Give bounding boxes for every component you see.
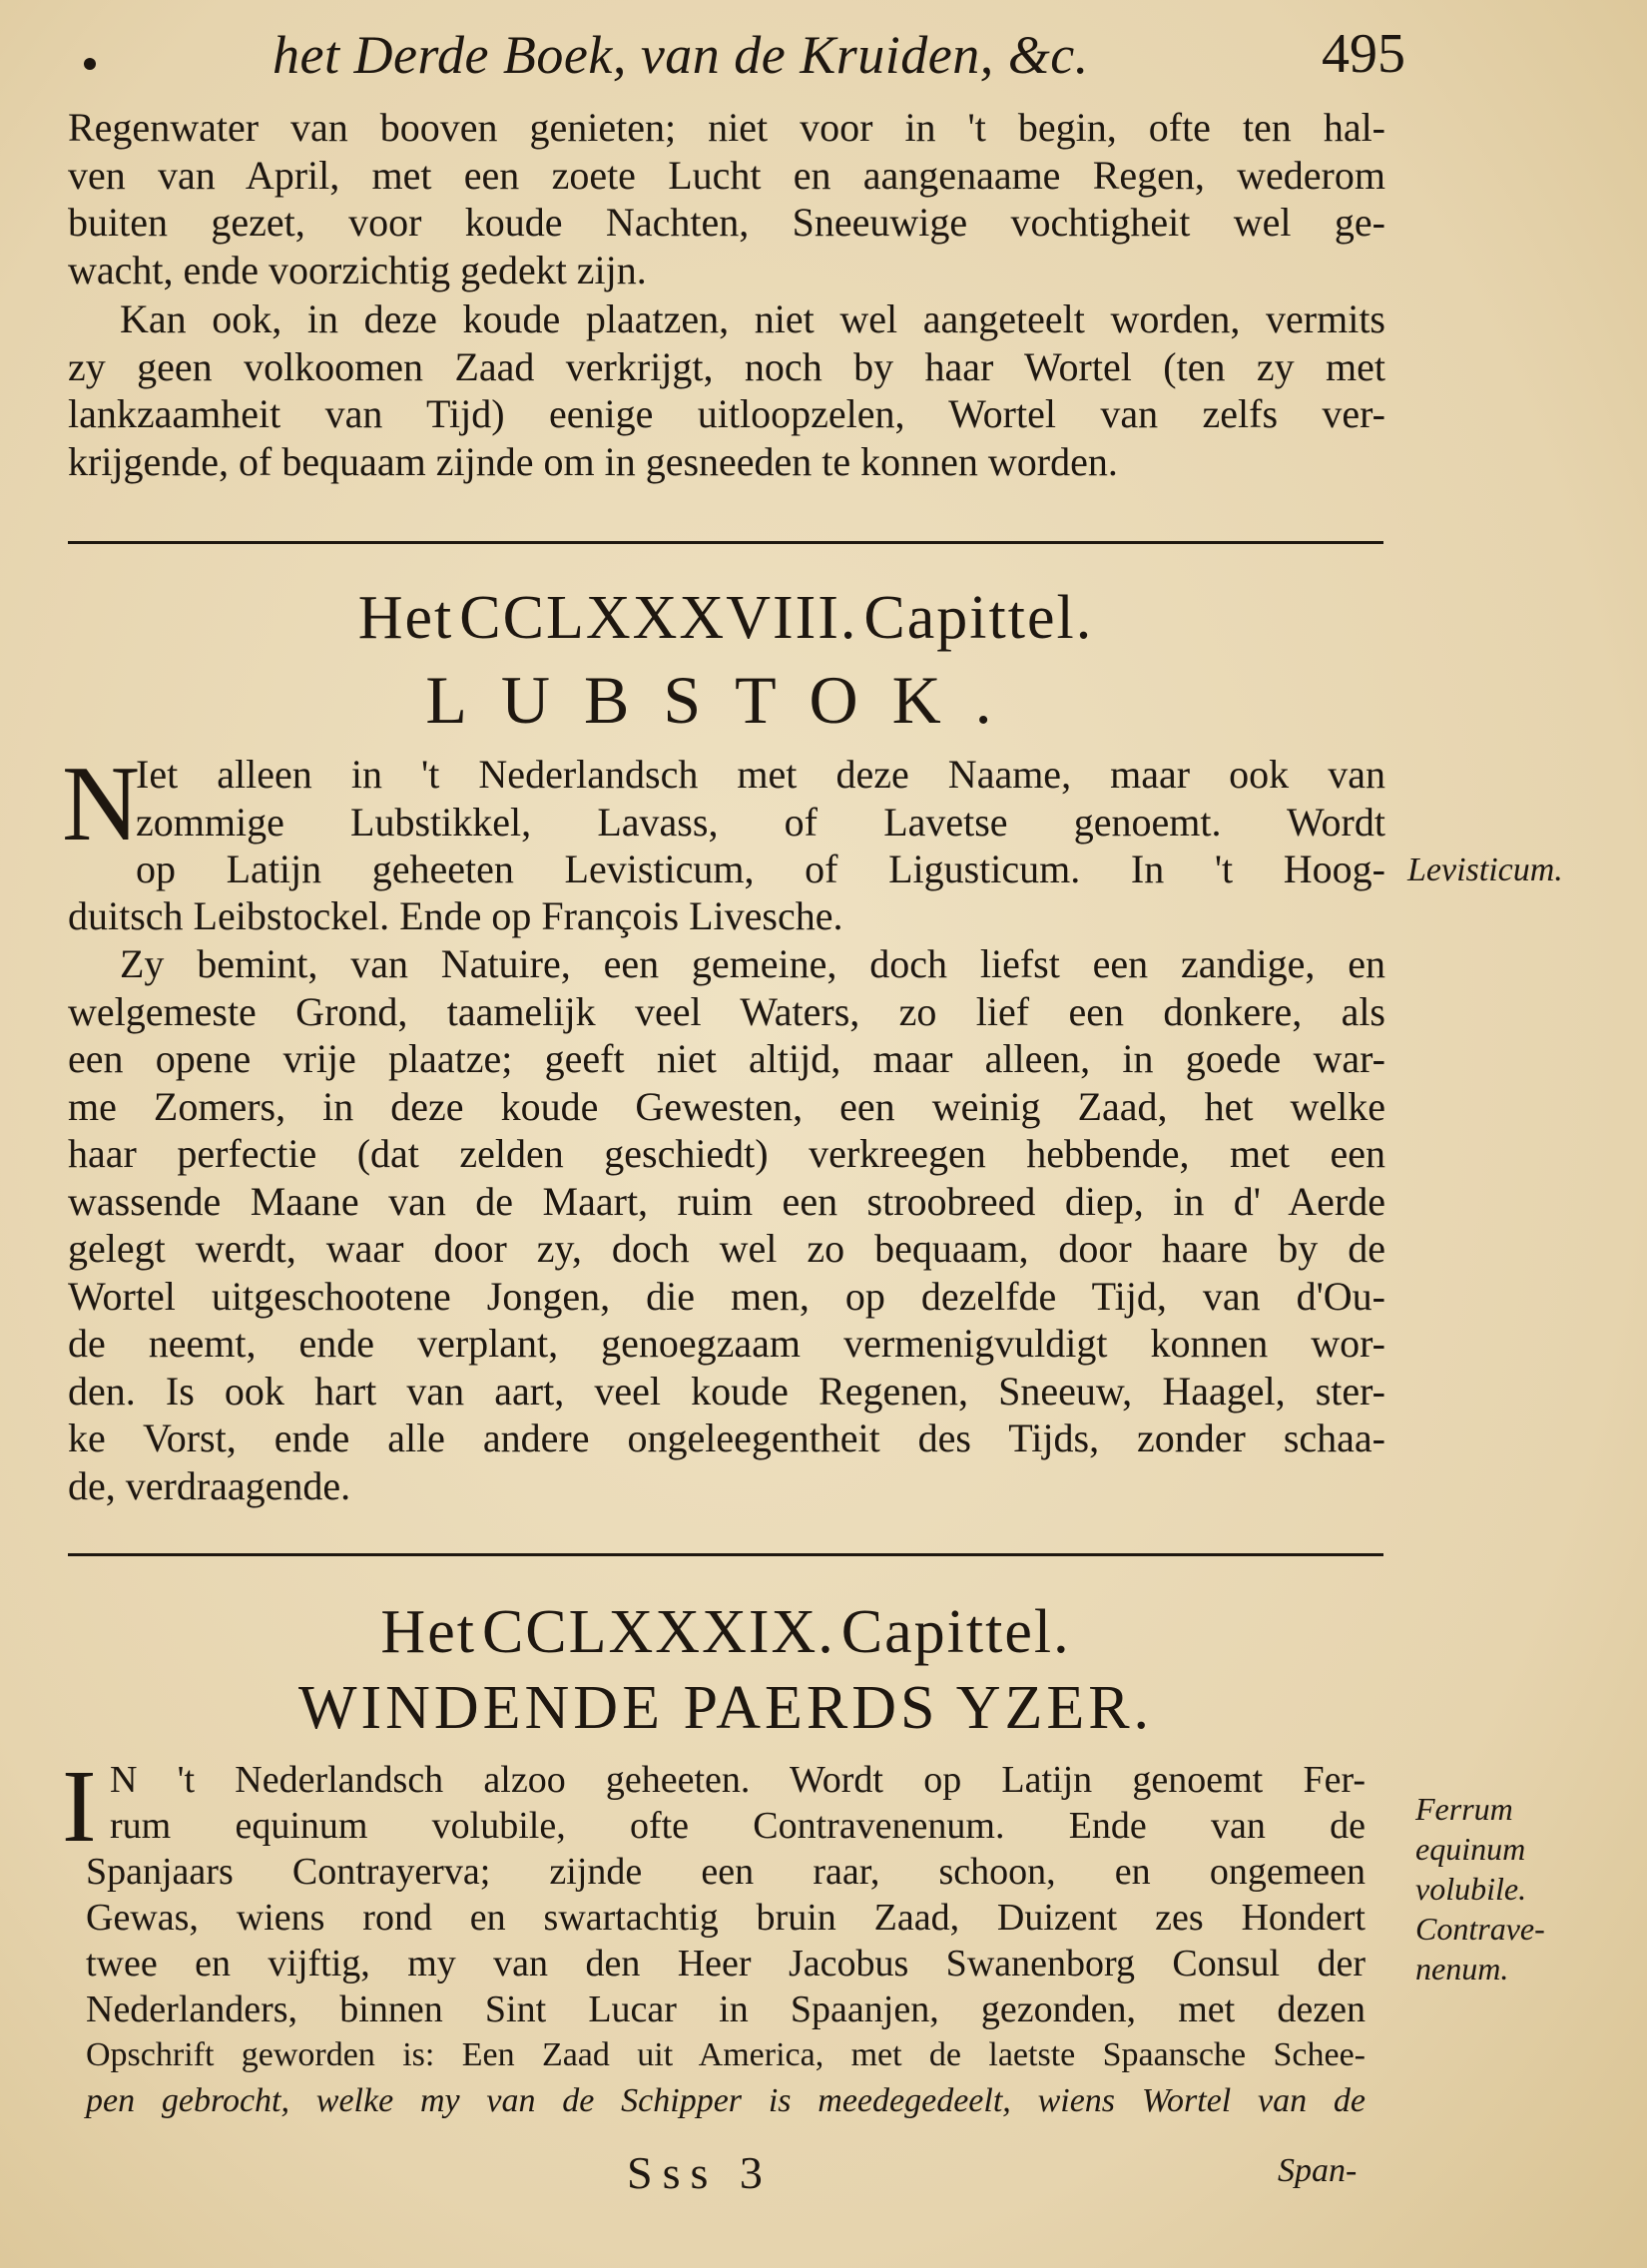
margin-line: Ferrum: [1415, 1791, 1513, 1827]
text-line: Zy bemint, van Natuire, een gemeine, doch liefst een zandige, en: [120, 941, 1385, 986]
intro-paragraph-2: [68, 295, 1385, 485]
chapter-288-title: LUBSTOK.: [425, 662, 1026, 738]
margin-note-levisticum: Levisticum.: [1407, 851, 1563, 888]
text-line: duitsch Leibstockel. Ende op François Livesche.: [68, 893, 843, 938]
heading-suffix: Capittel.: [840, 1598, 1071, 1666]
heading-prefix: Het: [357, 584, 454, 652]
text-line: Gewas, wiens rond en swartachtig bruin Zaad, Duizent zes Hondert: [86, 1897, 1366, 1939]
heading-number: CCLXXXVIII.: [459, 584, 858, 652]
text-line: Wortel uitgeschootene Jongen, die men, op dezelfde Tijd, van d'Ou-: [68, 1273, 1385, 1319]
text-line: lankzaamheit van Tijd) eenige uitloopzelen, Wortel van zelfs ver-: [68, 391, 1385, 436]
text-line: zy geen volkoomen Zaad verkrijgt, noch by haar Wortel (ten zy met: [68, 343, 1385, 389]
margin-line: volubile.: [1415, 1871, 1527, 1907]
section-divider: [68, 1553, 1383, 1556]
text-line: de neemt, ende verplant, genoegzaam vermenigvuldigt konnen wor-: [68, 1321, 1385, 1366]
text-line: haar perfectie (dat zelden geschiedt) verkreegen hebbende, met een: [68, 1131, 1385, 1176]
running-title: het Derde Boek, van de Kruiden, &c.: [273, 25, 1089, 85]
catchword: Span-: [1278, 2152, 1358, 2189]
chapter-288-heading: [68, 583, 1383, 654]
heading-suffix: Capittel.: [863, 584, 1094, 652]
text-line: ke Vorst, ende alle andere ongeleegentheit des Tijds, zonder schaa-: [68, 1416, 1385, 1460]
text-line: de, verdraagende.: [68, 1462, 351, 1508]
paerds-yzer-paragraph-a: [110, 1757, 1366, 1849]
text-line: Kan ook, in deze koude plaatzen, niet wel aangeteelt worden, vermits: [120, 296, 1385, 341]
running-head: [68, 18, 1405, 98]
text-line: buiten gezet, voor koude Nachten, Sneeuwige vochtigheit wel ge-: [68, 200, 1385, 245]
chapter-289-title: WINDENDE PAERDS YZER.: [297, 1674, 1154, 1742]
text-line: Spanjaars Contrayerva; zijnde een raar, schoon, en ongemeen: [86, 1851, 1366, 1893]
signature-mark: Sss 3: [627, 2147, 773, 2198]
text-line: rum equinum volubile, ofte Contravenenum. Ende van de: [110, 1805, 1366, 1847]
text-line: den. Is ook hart van aart, veel koude Regenen, Sneeuw, Haagel, ster-: [68, 1368, 1385, 1414]
text-line: Iet alleen in 't Nederlandsch met deze Naame, maar ook van: [136, 752, 1385, 797]
text-line: een opene vrije plaatze; geeft niet altijd, maar alleen, in goede war-: [68, 1036, 1385, 1081]
text-line: welgemeste Grond, taamelijk veel Waters, zo lief een donkere, als: [68, 988, 1385, 1034]
text-line: Opschrift geworden is: Een Zaad uit America, met de laetste Spaansche Schee-: [86, 2036, 1366, 2073]
text-line: Nederlanders, binnen Sint Lucar in Spaanjen, gezonden, met dezen: [86, 1988, 1366, 2030]
chapter-289-heading: [68, 1597, 1383, 1668]
text-line: N 't Nederlandsch alzoo geheeten. Wordt op Latijn genoemt Fer-: [110, 1759, 1366, 1801]
text-line: wacht, ende voorzichtig gedekt zijn.: [68, 247, 647, 292]
margin-line: Contrave-: [1415, 1911, 1545, 1947]
text-line: gelegt werdt, waar door zy, doch wel zo bequaam, door haare by de: [68, 1226, 1385, 1271]
text-line: op Latijn geheeten Levisticum, of Ligusticum. In 't Hoog-: [136, 847, 1385, 891]
heading-number: CCLXXXIX.: [481, 1598, 835, 1666]
text-line: zommige Lubstikkel, Lavass, of Lavetse genoemt. Wordt: [136, 799, 1385, 845]
lubstok-paragraph-2: [68, 940, 1385, 1509]
margin-line: nenum.: [1415, 1951, 1509, 1986]
text-line: pen gebrocht, welke my van de Schipper is meedegedeelt, wiens Wortel van de: [86, 2082, 1366, 2119]
text-line: me Zomers, in deze koude Gewesten, een weinig Zaad, het welke: [68, 1083, 1385, 1129]
drop-capital: N: [62, 745, 140, 863]
text-line: ven van April, met een zoete Lucht en aangenaame Regen, wederom: [68, 152, 1385, 198]
margin-note-ferrum: [1415, 1789, 1545, 1988]
text-line: wassende Maane van de Maart, ruim een stroobreed diep, in d' Aerde: [68, 1178, 1385, 1224]
lubstok-paragraph-1b: [68, 892, 1385, 940]
heading-prefix: Het: [380, 1598, 476, 1666]
drop-capital: I: [62, 1749, 97, 1864]
text-line: twee en vijftig, my van den Heer Jacobus Swanenborg Consul der: [86, 1943, 1366, 1984]
section-divider: [68, 541, 1383, 544]
paerds-yzer-paragraph-b: [86, 1849, 1366, 2124]
text-line: Regenwater van booven genieten; niet voor in 't begin, ofte ten hal-: [68, 105, 1385, 150]
page-number: 495: [1322, 23, 1405, 85]
lubstok-paragraph-1a: [136, 751, 1385, 893]
intro-paragraph: [68, 104, 1385, 293]
text-line: krijgende, of bequaam zijnde om in gesneeden te konnen worden.: [68, 438, 1118, 484]
bullet-ornament: [84, 58, 96, 70]
margin-line: equinum: [1415, 1831, 1526, 1867]
